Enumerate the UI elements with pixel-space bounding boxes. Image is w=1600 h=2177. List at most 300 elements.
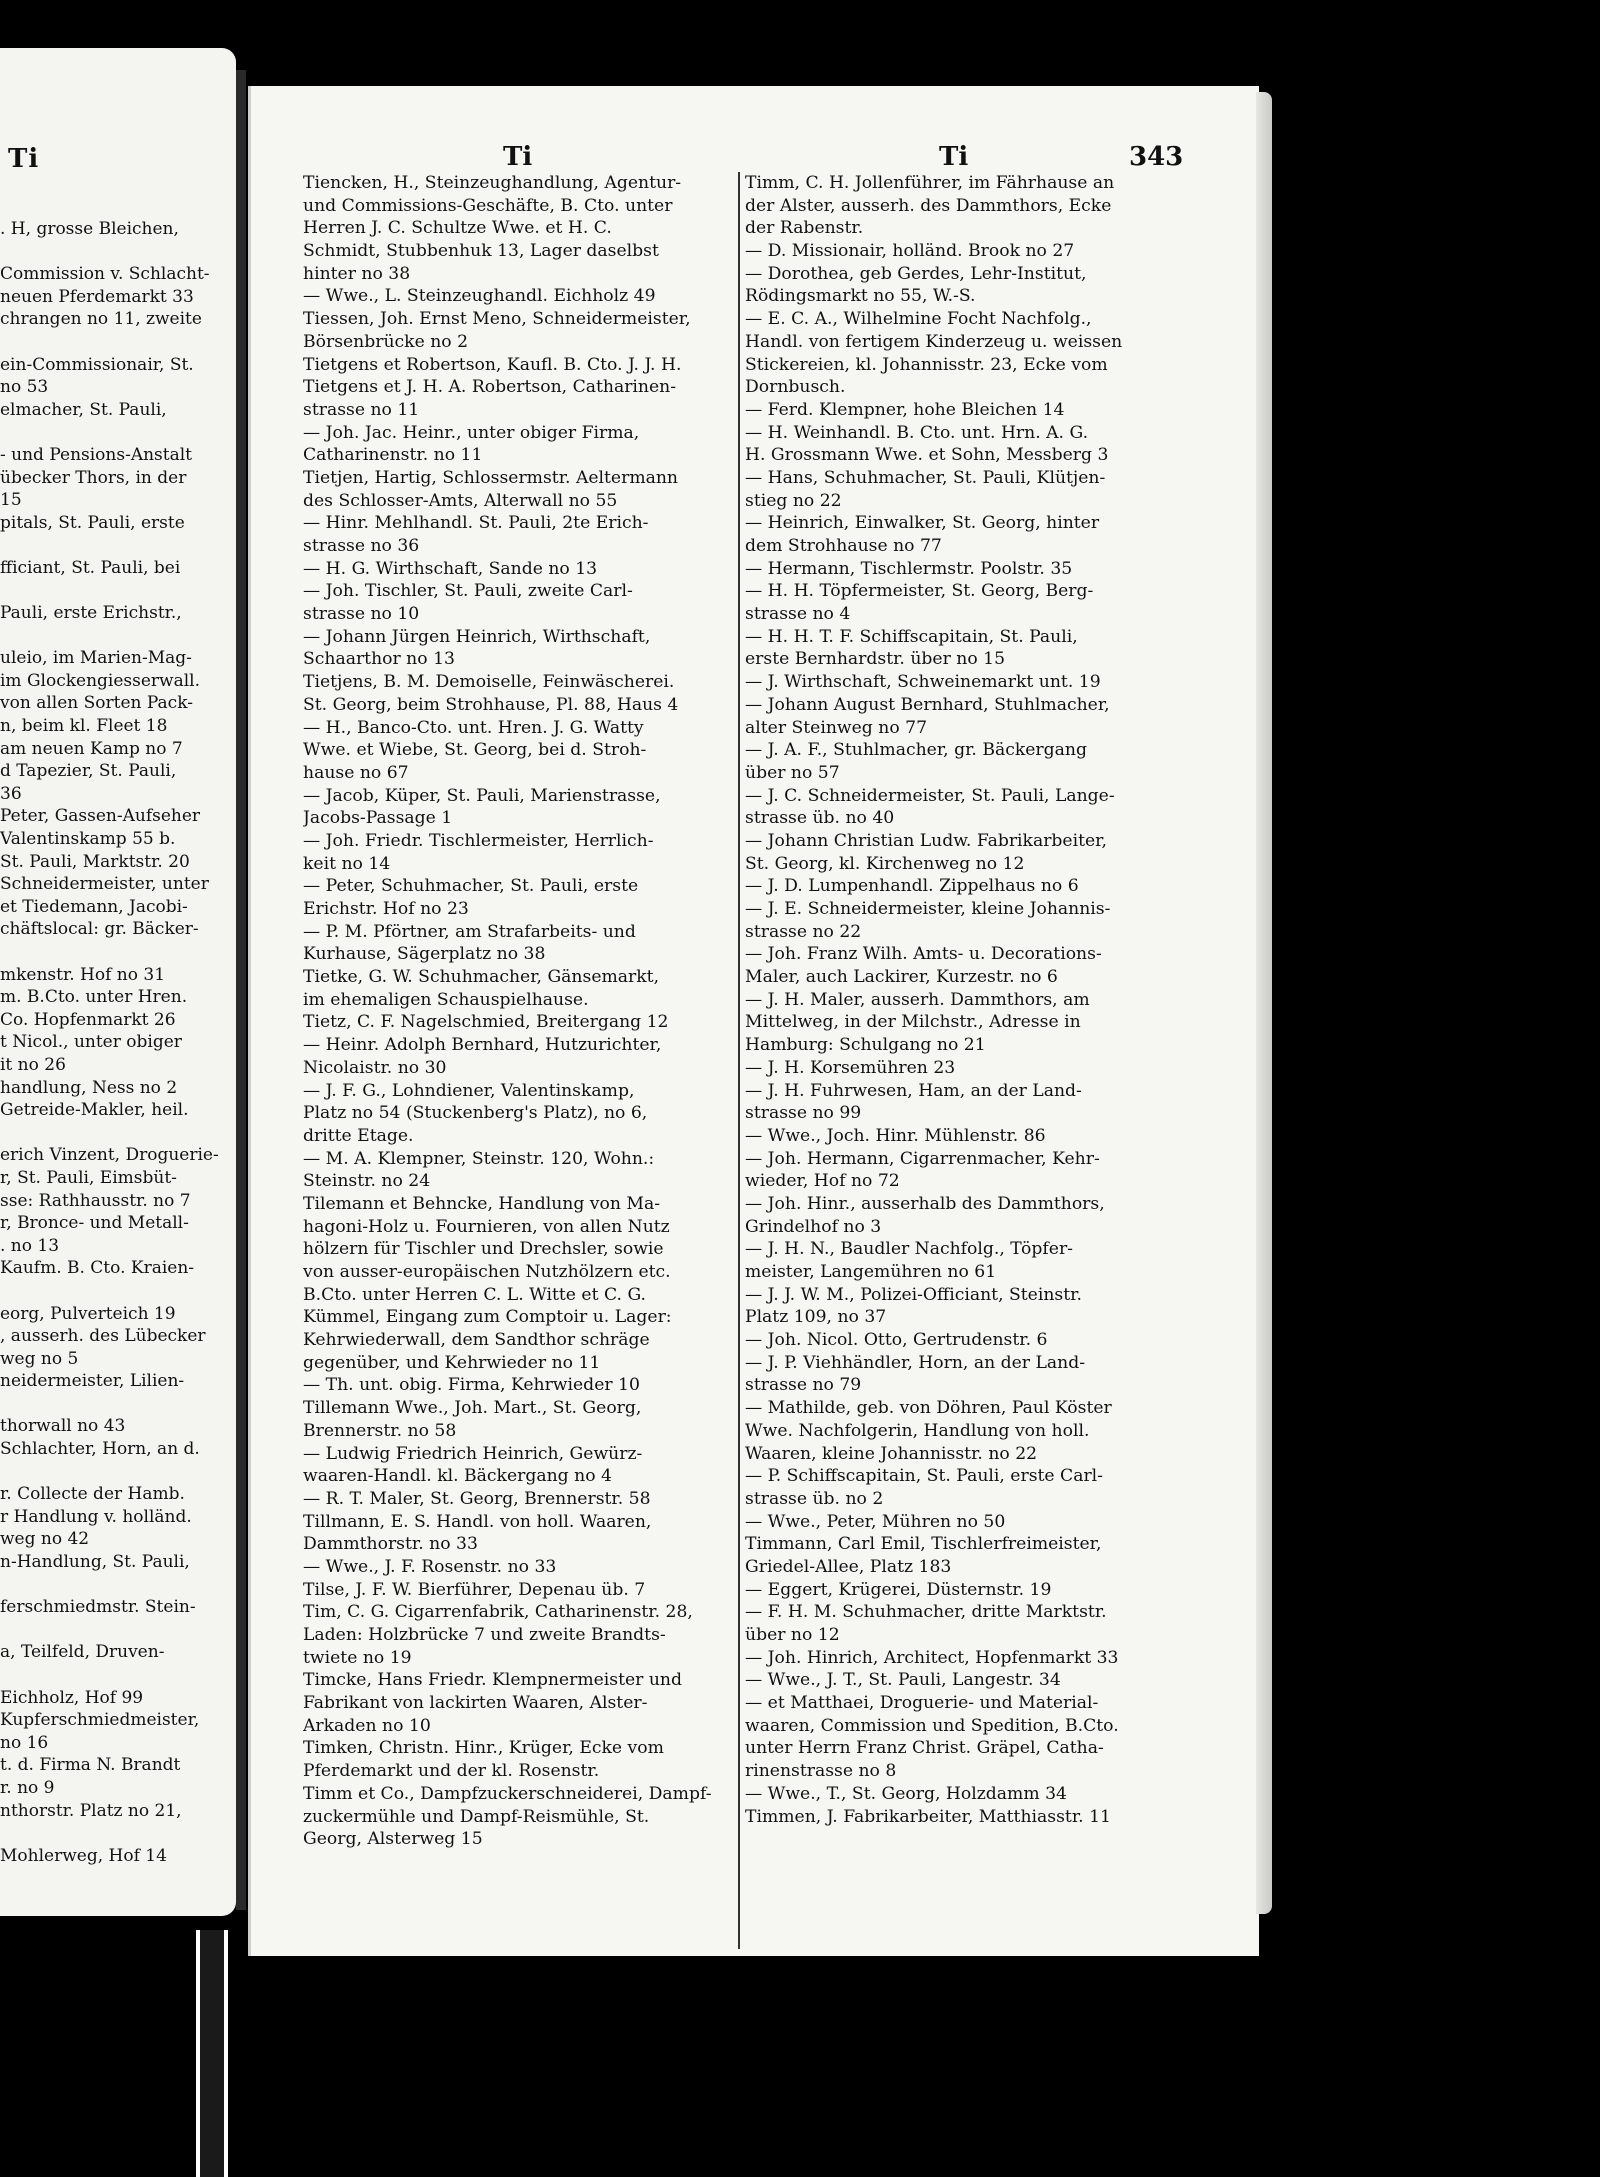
directory-entry: [745, 308, 1177, 399]
entry-line: Kümmel, Eingang zum Comptoir u. Lager:: [303, 1307, 672, 1328]
entry-line: — Wwe., Peter, Mühren no 50: [745, 1511, 1006, 1532]
entry-line: — M. A. Klempner, Steinstr. 120, Wohn.:: [303, 1148, 655, 1169]
directory-entry: [745, 1806, 1177, 1829]
directory-entry: [745, 1193, 1177, 1238]
entry-line: Platz 109, no 37: [745, 1307, 887, 1328]
entry-line: — Ferd. Klempner, hohe Bleichen 14: [745, 399, 1065, 420]
entry-line: über no 57: [745, 762, 840, 783]
directory-entry: [303, 785, 733, 830]
entry-line: Schmidt, Stubbenhuk 13, Lager daselbst: [303, 241, 659, 262]
left-page-line: [0, 1574, 236, 1597]
entry-line: — E. C. A., Wilhelmine Focht Nachfolg.,: [745, 309, 1092, 330]
entry-line: Börsenbrücke no 2: [303, 331, 469, 352]
left-page-line: [0, 1280, 236, 1303]
directory-entry: [745, 240, 1177, 263]
entry-line: — Peter, Schuhmacher, St. Pauli, erste: [303, 876, 639, 897]
entry-line: Tietz, C. F. Nagelschmied, Breitergang 12: [303, 1012, 669, 1033]
directory-entry: [303, 717, 733, 785]
entry-line: alter Steinweg no 77: [745, 717, 928, 738]
entry-line: Mittelweg, in der Milchstr., Adresse in: [745, 1012, 1081, 1033]
entry-line: Tietke, G. W. Schuhmacher, Gänsemarkt,: [303, 967, 660, 988]
entry-line: Tietgens et J. H. A. Robertson, Catharinen-: [303, 377, 677, 398]
directory-entry: [303, 966, 733, 1011]
entry-line: — J. Wirthschaft, Schweinemarkt unt. 19: [745, 672, 1101, 693]
directory-entry: [303, 671, 733, 716]
directory-entry: [745, 943, 1177, 988]
directory-entry: [745, 580, 1177, 625]
directory-entry: [745, 1692, 1177, 1783]
entry-line: — Joh. Hermann, Cigarrenmacher, Kehr-: [745, 1148, 1100, 1169]
directory-entry: [745, 558, 1177, 581]
entry-line: Tim, C. G. Cigarrenfabrik, Catharinenstr. 28,: [303, 1602, 693, 1623]
left-page-line: Commission v. Schlacht-: [0, 264, 210, 285]
entry-line: — Heinrich, Einwalker, St. Georg, hinter: [745, 513, 1100, 534]
entry-line: St. Georg, kl. Kirchenweg no 12: [745, 853, 1025, 874]
directory-entry: [745, 1397, 1177, 1465]
entry-line: twiete no 19: [303, 1647, 412, 1668]
entry-line: Tillemann Wwe., Joh. Mart., St. Georg,: [303, 1398, 642, 1419]
directory-entry: [745, 1284, 1177, 1329]
left-page-line: Kaufm. B. Cto. Kraien-: [0, 1258, 195, 1279]
left-page-line: no 16: [0, 1732, 49, 1753]
entry-line: der Rabenstr.: [745, 218, 864, 239]
left-page-line: r. Collecte der Hamb.: [0, 1484, 185, 1505]
entry-line: — H. H. T. F. Schiffscapitain, St. Pauli,: [745, 626, 1078, 647]
left-page-line: [0, 625, 236, 648]
left-page-line: Valentinskamp 55 b.: [0, 829, 176, 850]
binding-strip: [196, 1930, 228, 2177]
entry-line: Brennerstr. no 58: [303, 1420, 457, 1441]
entry-line: Timm et Co., Dampfzuckerschneiderei, Dampf-: [303, 1783, 712, 1804]
left-page-line: pitals, St. Pauli, erste: [0, 512, 185, 533]
entry-line: Griedel-Allee, Platz 183: [745, 1556, 952, 1577]
entry-line: — Hans, Schuhmacher, St. Pauli, Klütjen-: [745, 467, 1106, 488]
directory-entry: [303, 172, 733, 285]
directory-entry: [303, 1556, 733, 1579]
left-page-line: erich Vinzent, Droguerie-: [0, 1145, 219, 1166]
entry-line: — Joh. Friedr. Tischlermeister, Herrlich-: [303, 830, 654, 851]
directory-entry: [745, 263, 1177, 308]
entry-line: Tilse, J. F. W. Bierführer, Depenau üb. 7: [303, 1579, 646, 1600]
left-page-line: - und Pensions-Anstalt: [0, 444, 193, 465]
entry-line: Tietjens, B. M. Demoiselle, Feinwäscherei.: [303, 672, 675, 693]
entry-line: Dammthorstr. no 33: [303, 1534, 478, 1555]
entry-line: — Joh. Nicol. Otto, Gertrudenstr. 6: [745, 1330, 1048, 1351]
left-page-line: [0, 1122, 236, 1145]
entry-line: — Jacob, Küper, St. Pauli, Marienstrasse,: [303, 785, 661, 806]
entry-line: — Joh. Hinrich, Architect, Hopfenmarkt 33: [745, 1647, 1119, 1668]
directory-entry: [745, 1148, 1177, 1193]
entry-line: — Johann Jürgen Heinrich, Wirthschaft,: [303, 626, 651, 647]
entry-line: Georg, Alsterweg 15: [303, 1829, 483, 1850]
directory-entry: [745, 1647, 1177, 1670]
left-page-line: r, St. Pauli, Eimsbüt-: [0, 1167, 177, 1188]
entry-line: im ehemaligen Schauspielhause.: [303, 989, 589, 1010]
left-page-line: n-Handlung, St. Pauli,: [0, 1552, 190, 1573]
directory-entry: [745, 1601, 1177, 1646]
directory-entry: [745, 1465, 1177, 1510]
entry-line: — J. J. W. M., Polizei-Officiant, Steinstr.: [745, 1284, 1082, 1305]
entry-line: Tiencken, H., Steinzeughandlung, Agentur-: [303, 173, 682, 193]
entry-line: — Hermann, Tischlermstr. Poolstr. 35: [745, 558, 1073, 579]
left-page-line: eorg, Pulverteich 19: [0, 1303, 176, 1324]
left-page-line: handlung, Ness no 2: [0, 1077, 178, 1098]
entry-line: Arkaden no 10: [303, 1715, 431, 1736]
entry-line: hölzern für Tischler und Drechsler, sowie: [303, 1239, 664, 1260]
directory-entry: [745, 172, 1177, 240]
entry-line: Herren J. C. Schultze Wwe. et H. C.: [303, 218, 612, 239]
entry-line: strasse no 36: [303, 536, 420, 556]
entry-line: — Joh. Franz Wilh. Amts- u. Decorations-: [745, 944, 1102, 965]
entry-line: Tietjen, Hartig, Schlossermstr. Aeltermann: [303, 467, 679, 488]
directory-column-2: [745, 172, 1177, 1828]
left-page-line: neidermeister, Lilien-: [0, 1371, 185, 1392]
directory-entry: [303, 626, 733, 671]
left-page-line: et Tiedemann, Jacobi-: [0, 896, 188, 917]
directory-entry: [303, 1193, 733, 1375]
left-page-line: [0, 1664, 236, 1687]
entry-line: Jacobs-Passage 1: [303, 808, 453, 829]
entry-line: Stickereien, kl. Johannisstr. 23, Ecke vom: [745, 354, 1108, 375]
left-page-line: weg no 5: [0, 1348, 79, 1369]
directory-entry: [303, 1148, 733, 1193]
directory-entry: [303, 921, 733, 966]
entry-line: — Wwe., J. F. Rosenstr. no 33: [303, 1556, 557, 1577]
entry-line: Erichstr. Hof no 23: [303, 899, 469, 919]
directory-entry: [303, 1579, 733, 1602]
entry-line: strasse no 10: [303, 604, 420, 625]
directory-entry: [745, 1783, 1177, 1806]
directory-entry: [745, 875, 1177, 898]
entry-line: strasse üb. no 40: [745, 808, 895, 829]
directory-entry: [303, 1488, 733, 1511]
left-page-line: 15: [0, 490, 22, 511]
entry-line: Timcke, Hans Friedr. Klempnermeister und: [303, 1670, 683, 1691]
entry-line: der Alster, ausserh. des Dammthors, Ecke: [745, 195, 1112, 216]
directory-entry: [745, 1125, 1177, 1148]
left-page-line: uleio, im Marien-Mag-: [0, 648, 192, 669]
entry-line: Kurhause, Sägerplatz no 38: [303, 944, 546, 965]
entry-line: — Wwe., L. Steinzeughandl. Eichholz 49: [303, 286, 656, 307]
entry-line: — P. M. Pförtner, am Strafarbeits- und: [303, 921, 636, 942]
entry-line: St. Georg, beim Strohhause, Pl. 88, Haus 4: [303, 694, 679, 715]
directory-entry: [303, 1443, 733, 1488]
directory-entry: [303, 467, 733, 512]
entry-line: Platz no 54 (Stuckenberg's Platz), no 6,: [303, 1103, 648, 1124]
entry-line: — Hinr. Mehlhandl. St. Pauli, 2te Erich-: [303, 513, 649, 534]
left-page-line: r. no 9: [0, 1777, 55, 1798]
entry-line: — Wwe., Joch. Hinr. Mühlenstr. 86: [745, 1125, 1046, 1146]
entry-line: erste Bernhardstr. über no 15: [745, 649, 1006, 670]
directory-entry: [745, 785, 1177, 830]
directory-entry: [303, 354, 733, 422]
left-page-line: im Glockengiesserwall.: [0, 670, 201, 691]
left-page-line: ferschmiedmstr. Stein-: [0, 1597, 196, 1618]
directory-entry: [303, 1080, 733, 1148]
entry-line: stieg no 22: [745, 490, 842, 511]
left-page-line: St. Pauli, Marktstr. 20: [0, 851, 190, 872]
directory-entry: [745, 1579, 1177, 1602]
entry-line: Wwe. Nachfolgerin, Handlung von holl.: [745, 1420, 1090, 1441]
left-page-line: . H, grosse Bleichen,: [0, 219, 179, 239]
directory-entry: [745, 671, 1177, 694]
directory-entry: [745, 399, 1177, 422]
entry-line: — Ludwig Friedrich Heinrich, Gewürz-: [303, 1443, 643, 1464]
entry-line: unter Herrn Franz Christ. Gräpel, Catha-: [745, 1738, 1104, 1759]
entry-line: Waaren, kleine Johannisstr. no 22: [745, 1443, 1038, 1464]
entry-line: Kehrwiederwall, dem Sandthor schräge: [303, 1330, 650, 1351]
entry-line: — et Matthaei, Droguerie- und Material-: [745, 1693, 1099, 1714]
running-head-right: Ti: [939, 142, 969, 172]
entry-line: Rödingsmarkt no 55, W.-S.: [745, 286, 976, 307]
directory-entry: [303, 512, 733, 557]
directory-entry: [303, 308, 733, 353]
entry-line: Nicolaistr. no 30: [303, 1057, 447, 1078]
left-page-line: r Handlung v. holländ.: [0, 1506, 192, 1527]
entry-line: waaren-Handl. kl. Bäckergang no 4: [303, 1466, 612, 1487]
directory-entry: [745, 422, 1177, 467]
entry-line: Catharinenstr. no 11: [303, 445, 483, 466]
entry-line: dem Strohhause no 77: [745, 536, 942, 556]
entry-line: — H., Banco-Cto. unt. Hren. J. G. Watty: [303, 717, 644, 738]
left-page-line: Schneidermeister, unter: [0, 874, 209, 895]
left-page-line: thorwall no 43: [0, 1416, 126, 1437]
left-page-line: chrangen no 11, zweite: [0, 309, 202, 330]
left-page-line: it no 26: [0, 1054, 66, 1075]
directory-entry: [303, 875, 733, 920]
directory-entry: [745, 1057, 1177, 1080]
entry-line: — H. H. Töpfermeister, St. Georg, Berg-: [745, 581, 1094, 602]
right-page: [248, 86, 1259, 1956]
left-page-line: von allen Sorten Pack-: [0, 693, 193, 714]
entry-line: B.Cto. unter Herren C. L. Witte et C. G.: [303, 1284, 647, 1305]
left-page-line: d Tapezier, St. Pauli,: [0, 761, 177, 782]
directory-column-1: [303, 172, 733, 1851]
left-page-line: [0, 1822, 236, 1845]
directory-entry: [745, 1511, 1177, 1534]
directory-entry: [303, 1737, 733, 1782]
entry-line: H. Grossmann Wwe. et Sohn, Messberg 3: [745, 445, 1109, 466]
left-page-line: Eichholz, Hof 99: [0, 1687, 144, 1708]
left-page-line: a, Teilfeld, Druven-: [0, 1642, 165, 1663]
entry-line: — J. H. Fuhrwesen, Ham, an der Land-: [745, 1080, 1082, 1101]
entry-line: Tietgens et Robertson, Kaufl. B. Cto. J. J. H.: [303, 354, 682, 375]
entry-line: keit no 14: [303, 853, 391, 874]
left-page-line: sse: Rathhausstr. no 7: [0, 1190, 191, 1211]
entry-line: strasse no 11: [303, 399, 420, 420]
directory-entry: [745, 989, 1177, 1057]
left-page-line: Schlachter, Horn, an d.: [0, 1439, 200, 1460]
directory-entry: [303, 1011, 733, 1034]
entry-line: — J. P. Viehhändler, Horn, an der Land-: [745, 1352, 1086, 1373]
entry-line: Steinstr. no 24: [303, 1171, 431, 1192]
directory-entry: [303, 1511, 733, 1556]
entry-line: — J. C. Schneidermeister, St. Pauli, Lange-: [745, 785, 1115, 806]
directory-entry: [745, 1080, 1177, 1125]
left-page-line: r, Bronce- und Metall-: [0, 1213, 189, 1234]
directory-entry: [303, 285, 733, 308]
directory-entry: [303, 830, 733, 875]
left-page-text: [0, 218, 236, 1867]
left-page-line: no 53: [0, 377, 49, 398]
entry-line: — H. Weinhandl. B. Cto. unt. Hrn. A. G.: [745, 422, 1089, 443]
directory-entry: [745, 1533, 1177, 1578]
entry-line: — Joh. Tischler, St. Pauli, zweite Carl-: [303, 581, 633, 602]
entry-line: — Eggert, Krügerei, Düsternstr. 19: [745, 1579, 1052, 1600]
entry-line: strasse no 79: [745, 1375, 862, 1396]
left-page-line: weg no 42: [0, 1529, 90, 1550]
entry-line: Tillmann, E. S. Handl. von holl. Waaren,: [303, 1511, 652, 1532]
left-page-line: n, beim kl. Fleet 18: [0, 716, 168, 737]
left-page-line: Mohlerweg, Hof 14: [0, 1845, 167, 1866]
left-page-line: , ausserh. des Lübecker: [0, 1326, 206, 1347]
entry-line: Laden: Holzbrücke 7 und zweite Brandts-: [303, 1625, 666, 1645]
left-page: [0, 48, 236, 1916]
entry-line: Dornbusch.: [745, 377, 846, 398]
directory-entry: [745, 1352, 1177, 1397]
page-number: 343: [1129, 142, 1184, 172]
left-page-line: neuen Pferdemarkt 33: [0, 286, 194, 307]
left-page-line: [0, 241, 236, 264]
left-page-line: Co. Hopfenmarkt 26: [0, 1009, 176, 1030]
left-page-line: [0, 1619, 236, 1642]
entry-line: hinter no 38: [303, 263, 411, 284]
entry-line: — J. H. Korsemühren 23: [745, 1057, 956, 1078]
entry-line: — Wwe., J. T., St. Pauli, Langestr. 34: [745, 1670, 1061, 1691]
entry-line: — Th. unt. obig. Firma, Kehrwieder 10: [303, 1375, 640, 1396]
left-page-line: t Nicol., unter obiger: [0, 1032, 182, 1053]
entry-line: Grindelhof no 3: [745, 1216, 882, 1237]
entry-line: — Wwe., T., St. Georg, Holzdamm 34: [745, 1783, 1067, 1804]
entry-line: — J. E. Schneidermeister, kleine Johannis-: [745, 899, 1111, 919]
left-page-line: Peter, Gassen-Aufseher: [0, 806, 201, 827]
left-running-head: Ti: [8, 144, 40, 174]
entry-line: Maler, auch Lackirer, Kurzestr. no 6: [745, 967, 1058, 988]
entry-line: und Commissions-Geschäfte, B. Cto. unter: [303, 195, 673, 216]
entry-line: Fabrikant von lackirten Waaren, Alster-: [303, 1693, 648, 1714]
left-page-line: m. B.Cto. unter Hren.: [0, 987, 188, 1008]
entry-line: hagoni-Holz u. Fournieren, von allen Nutz: [303, 1216, 670, 1237]
entry-line: — Dorothea, geb Gerdes, Lehr-Institut,: [745, 263, 1087, 284]
directory-entry: [303, 1669, 733, 1737]
left-page-line: t. d. Firma N. Brandt: [0, 1755, 181, 1776]
left-page-line: ein-Commissionair, St.: [0, 354, 194, 375]
entry-line: meister, Langemühren no 61: [745, 1262, 997, 1282]
entry-line: Timken, Christn. Hinr., Krüger, Ecke vom: [303, 1738, 664, 1759]
entry-line: hause no 67: [303, 762, 409, 783]
directory-entry: [745, 1329, 1177, 1352]
entry-line: zuckermühle und Dampf-Reismühle, St.: [303, 1806, 650, 1827]
entry-line: — J. H. Maler, ausserh. Dammthors, am: [745, 989, 1090, 1010]
entry-line: Pferdemarkt und der kl. Rosenstr.: [303, 1761, 600, 1782]
entry-line: — Joh. Jac. Heinr., unter obiger Firma,: [303, 422, 640, 443]
entry-line: von ausser-europäischen Nutzhölzern etc.: [303, 1262, 671, 1282]
directory-entry: [745, 830, 1177, 875]
directory-entry: [745, 1238, 1177, 1283]
left-page-line: [0, 941, 236, 964]
entry-line: rinenstrasse no 8: [745, 1761, 897, 1782]
left-page-line: fficiant, St. Pauli, bei: [0, 557, 181, 578]
entry-line: Timmen, J. Fabrikarbeiter, Matthiasstr. 11: [745, 1806, 1111, 1827]
left-page-line: . no 13: [0, 1235, 60, 1256]
entry-line: strasse no 22: [745, 921, 862, 942]
left-page-line: chäftslocal: gr. Bäcker-: [0, 919, 199, 940]
directory-entry: [745, 898, 1177, 943]
entry-line: — D. Missionair, holländ. Brook no 27: [745, 241, 1075, 262]
left-page-line: übecker Thors, in der: [0, 467, 187, 488]
entry-line: — F. H. M. Schuhmacher, dritte Marktstr.: [745, 1602, 1107, 1623]
entry-line: — Mathilde, geb. von Döhren, Paul Köster: [745, 1398, 1112, 1419]
running-head-left: Ti: [503, 142, 533, 172]
directory-entry: [303, 580, 733, 625]
entry-line: — Heinr. Adolph Bernhard, Hutzurichter,: [303, 1035, 662, 1056]
entry-line: — J. D. Lumpenhandl. Zippelhaus no 6: [745, 876, 1079, 897]
entry-line: Wwe. et Wiebe, St. Georg, bei d. Stroh-: [303, 740, 647, 761]
entry-line: Handl. von fertigem Kinderzeug u. weissen: [745, 331, 1123, 352]
entry-line: wieder, Hof no 72: [745, 1171, 900, 1192]
entry-line: — Joh. Hinr., ausserhalb des Dammthors,: [745, 1193, 1105, 1214]
directory-entry: [745, 467, 1177, 512]
directory-entry: [745, 512, 1177, 557]
left-page-line: mkenstr. Hof no 31: [0, 964, 166, 985]
directory-entry: [745, 694, 1177, 739]
directory-entry: [303, 1783, 733, 1851]
entry-line: über no 12: [745, 1625, 840, 1645]
entry-line: — J. A. F., Stuhlmacher, gr. Bäckergang: [745, 740, 1087, 761]
directory-entry: [745, 1669, 1177, 1692]
left-page-line: [0, 331, 236, 354]
directory-entry: [303, 1397, 733, 1442]
directory-entry: [303, 1034, 733, 1079]
left-page-line: [0, 421, 236, 444]
entry-line: — P. Schiffscapitain, St. Pauli, erste Carl-: [745, 1466, 1103, 1487]
column-divider: [738, 172, 740, 1949]
left-page-line: nthorstr. Platz no 21,: [0, 1800, 182, 1821]
entry-line: waaren, Commission und Spedition, B.Cto.: [745, 1715, 1119, 1736]
left-page-line: [0, 1461, 236, 1484]
entry-line: strasse no 99: [745, 1103, 862, 1124]
directory-entry: [303, 422, 733, 467]
left-page-line: am neuen Kamp no 7: [0, 738, 183, 759]
entry-line: Schaarthor no 13: [303, 649, 455, 670]
entry-line: — J. H. N., Baudler Nachfolg., Töpfer-: [745, 1239, 1073, 1260]
left-page-line: Getreide-Makler, heil.: [0, 1100, 189, 1121]
entry-line: — Johann August Bernhard, Stuhlmacher,: [745, 694, 1110, 715]
entry-line: Hamburg: Schulgang no 21: [745, 1035, 986, 1056]
left-page-line: [0, 580, 236, 603]
left-page-line: 36: [0, 783, 22, 804]
entry-line: Tiessen, Joh. Ernst Meno, Schneidermeister,: [303, 309, 691, 330]
page-edge: [1256, 92, 1272, 1914]
entry-line: Timmann, Carl Emil, Tischlerfreimeister,: [745, 1534, 1102, 1555]
entry-line: — Johann Christian Ludw. Fabrikarbeiter,: [745, 830, 1107, 851]
left-page-line: elmacher, St. Pauli,: [0, 399, 167, 420]
left-page-line: [0, 534, 236, 557]
entry-line: strasse no 4: [745, 604, 851, 625]
directory-entry: [745, 739, 1177, 784]
entry-line: strasse üb. no 2: [745, 1488, 884, 1509]
book-gutter: [236, 70, 246, 1910]
directory-entry: [303, 1374, 733, 1397]
entry-line: dritte Etage.: [303, 1125, 414, 1146]
entry-line: gegenüber, und Kehrwieder no 11: [303, 1352, 601, 1373]
entry-line: Tilemann et Behncke, Handlung von Ma-: [303, 1193, 661, 1214]
left-page-line: [0, 1393, 236, 1416]
entry-line: — J. F. G., Lohndiener, Valentinskamp,: [303, 1080, 635, 1101]
directory-entry: [303, 1601, 733, 1669]
directory-entry: [745, 626, 1177, 671]
directory-entry: [303, 558, 733, 581]
